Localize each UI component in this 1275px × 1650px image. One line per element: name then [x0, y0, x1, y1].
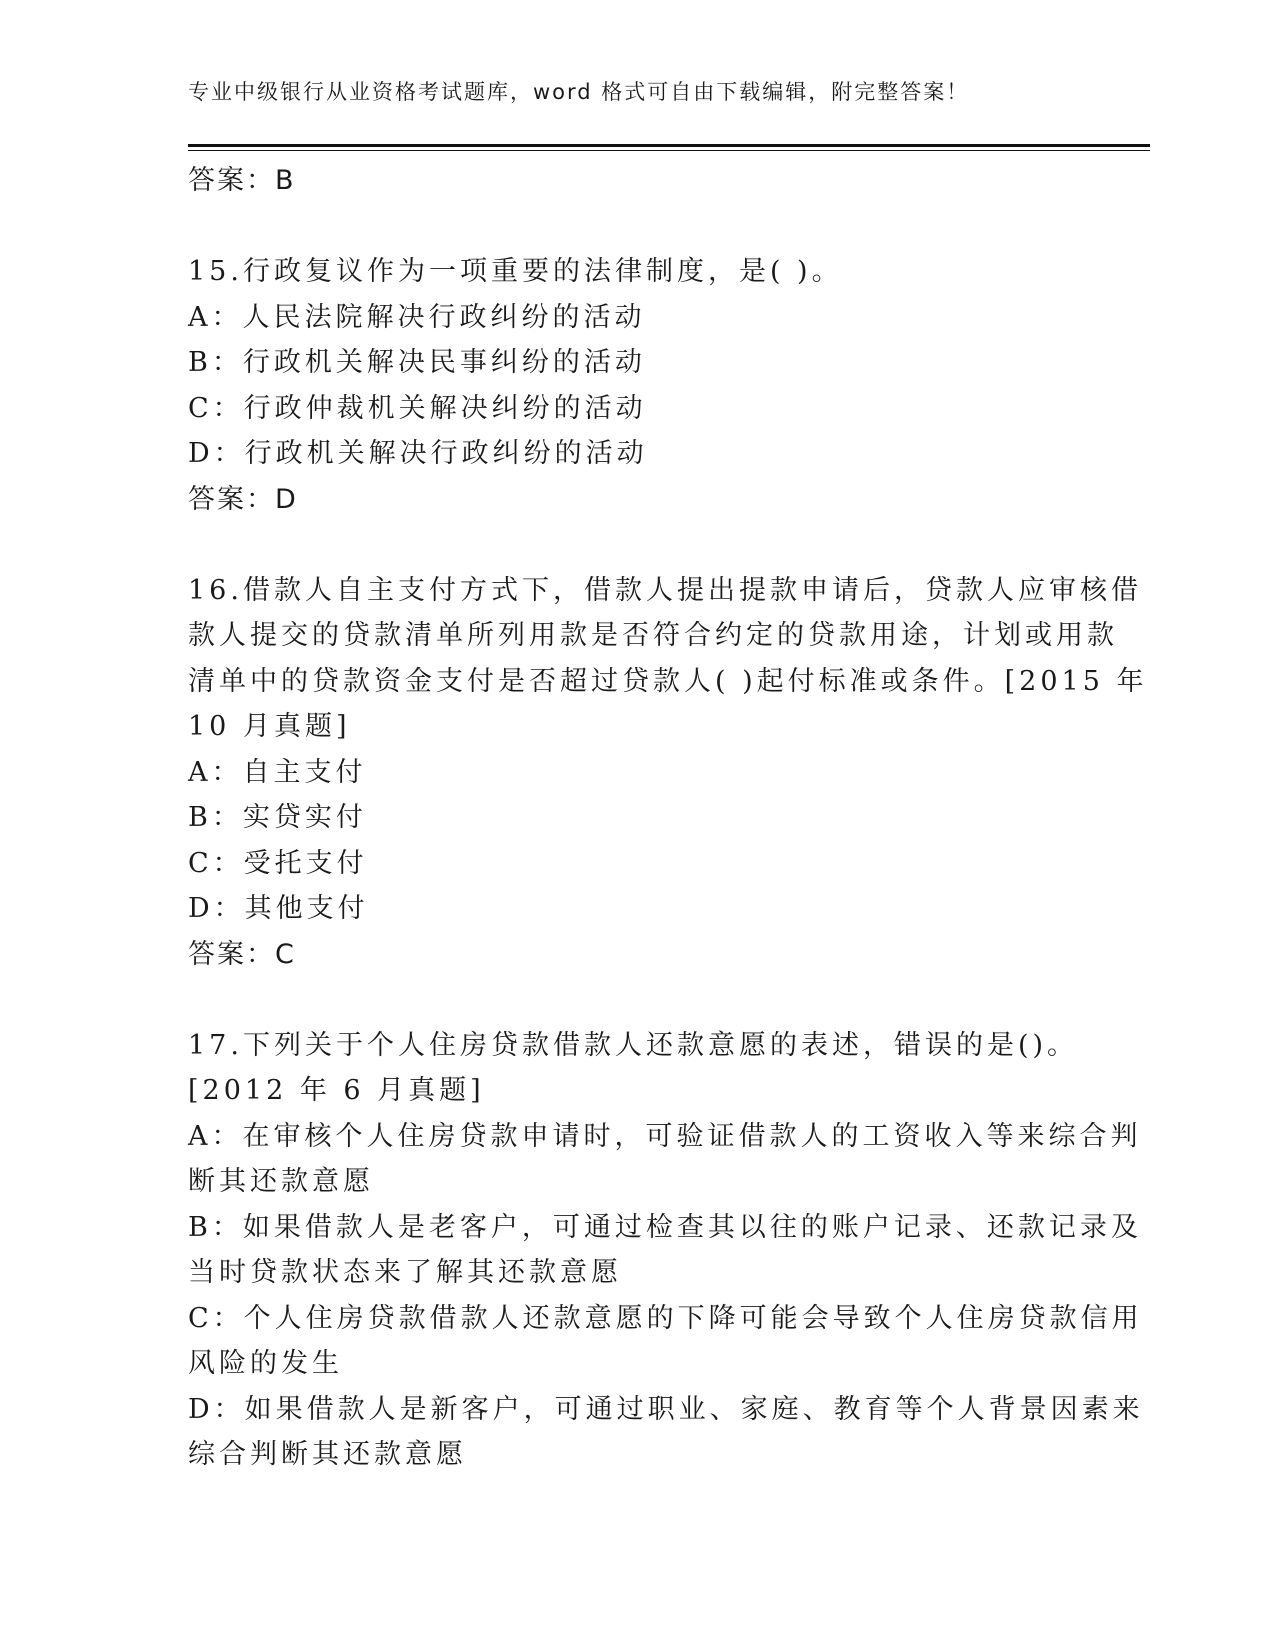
option-c: 风险的发生 — [188, 1348, 343, 1379]
option-b: B：实贷实付 — [188, 802, 367, 833]
option-a: A：自主支付 — [188, 756, 367, 788]
question-stem: 清单中的贷款资金支付是否超过贷款人( )起付标准或条件。[2015 年 — [188, 665, 1148, 697]
option-b: 当时贷款状态来了解其还款意愿 — [188, 1257, 622, 1288]
question-block — [188, 568, 1148, 978]
question-stem: 款人提交的贷款清单所列用款是否符合约定的贷款用途，计划或用款 — [188, 620, 1118, 651]
option-a: A：在审核个人住房贷款申请时，可验证借款人的工资收入等来综合判 — [188, 1120, 1142, 1152]
option-c: C：受托支付 — [188, 847, 368, 879]
option-b: B：如果借款人是老客户，可通过检查其以往的账户记录、还款记录及 — [188, 1211, 1142, 1243]
question-block — [188, 249, 1088, 522]
question-block — [188, 1023, 1144, 1478]
option-a: 断其还款意愿 — [188, 1166, 374, 1197]
spacer — [188, 204, 1088, 250]
option-d: D：如果借款人是新客户，可通过职业、家庭、教育等个人背景因素来 — [188, 1393, 1144, 1425]
page-header: 专业中级银行从业资格考试题库，word 格式可自由下载编辑，附完整答案！ — [188, 80, 970, 104]
question-stem: 15.行政复议作为一项重要的法律制度，是( )。 — [188, 256, 843, 287]
option-c: C：个人住房贷款借款人还款意愿的下降可能会导致个人住房贷款信用 — [188, 1302, 1143, 1334]
previous-answer: 答案：B — [188, 165, 296, 196]
option-a: A：人民法院解决行政纠纷的活动 — [188, 301, 646, 333]
option-d: D：行政机关解决行政纠纷的活动 — [188, 438, 648, 469]
question-stem: 16.借款人自主支付方式下，借款人提出提款申请后，贷款人应审核借 — [188, 574, 1142, 606]
question-stem: 17.下列关于个人住房贷款借款人还款意愿的表述，错误的是()。 — [188, 1029, 1079, 1061]
header-rule-thick — [188, 144, 1150, 147]
question-stem: 10 月真题] — [188, 711, 351, 742]
answer: 答案：D — [188, 483, 298, 515]
spacer — [188, 977, 1088, 1023]
option-c: C：行政仲裁机关解决纠纷的活动 — [188, 392, 647, 424]
option-d: D：其他支付 — [188, 893, 369, 924]
header-rule-thin — [188, 150, 1150, 151]
spacer — [188, 522, 1088, 568]
question-list — [188, 158, 1148, 1478]
answer: 答案：C — [188, 938, 296, 970]
question-stem: [2012 年 6 月真题] — [188, 1075, 485, 1106]
option-d: 综合判断其还款意愿 — [188, 1439, 467, 1470]
option-b: B：行政机关解决民事纠纷的活动 — [188, 347, 646, 378]
